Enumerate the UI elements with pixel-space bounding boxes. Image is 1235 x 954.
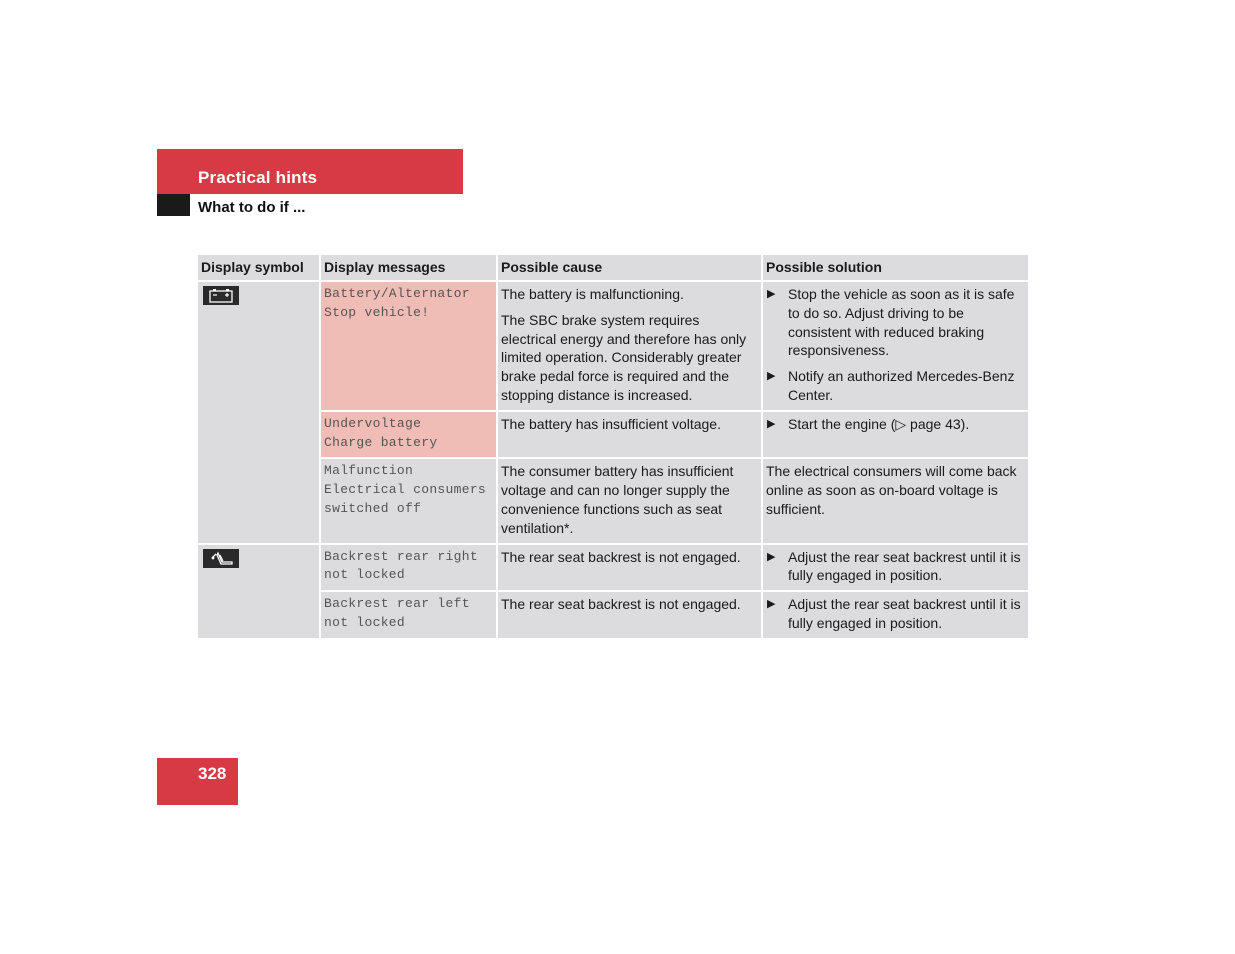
- display-messages-table: [198, 255, 1028, 640]
- solution-step: ▶ Adjust the rear seat backrest until it is fully engaged in position.: [767, 548, 1021, 584]
- solution-step: ▶ Start the engine (▷ page 43).: [767, 415, 970, 432]
- cause-cell: [498, 459, 763, 544]
- cause-text: The rear seat backrest is not engaged.: [501, 596, 741, 613]
- subsection-title: What to do if ...: [198, 199, 306, 216]
- message-line: Undervoltage: [324, 415, 422, 431]
- cause-cell: [498, 545, 763, 593]
- message-line: Electrical consumers: [324, 482, 487, 498]
- col-header-messages: Display messages: [321, 255, 498, 282]
- section-title: Practical hints: [198, 168, 318, 187]
- bullet-arrow-icon: ▶: [767, 288, 776, 300]
- solution-cell: [763, 592, 1028, 640]
- message-line: Backrest rear right: [324, 548, 478, 564]
- solution-text: The electrical consumers will come back online as soon as on-board voltage is sufficient.: [766, 463, 1017, 517]
- message-cell: [321, 545, 498, 593]
- message-line: Backrest rear left: [324, 596, 470, 612]
- cause-text: The SBC brake system requires electrical energy and therefore has only limited operation. Considerably greater brake pedal force is required and the stopping distance is increased.: [501, 311, 747, 403]
- cause-cell: [498, 282, 763, 412]
- solution-step: ▶ Stop the vehicle as soon as it is safe to do so. Adjust driving to be consistent with reduced braking responsiveness.: [767, 286, 1015, 359]
- message-line: Battery/Alternator: [324, 286, 470, 301]
- table-row: [198, 412, 1028, 460]
- message-cell: [321, 592, 498, 640]
- cause-text: The consumer battery has insufficient voltage and can no longer supply the convenience functions such as seat ventilation*.: [501, 463, 734, 536]
- cause-text: The battery has insufficient voltage.: [501, 415, 721, 432]
- table-row: [198, 545, 1028, 593]
- battery-icon: [203, 286, 239, 305]
- table-row: [198, 459, 1028, 544]
- seat-backrest-icon: [203, 549, 239, 568]
- message-line: switched off: [324, 500, 422, 516]
- bullet-arrow-icon: ▶: [767, 598, 776, 611]
- symbol-cell-backrest: [198, 545, 321, 640]
- bullet-arrow-icon: ▶: [767, 370, 776, 383]
- cause-text: The battery is malfunctioning.: [501, 286, 684, 302]
- message-line: Stop vehicle!: [324, 304, 430, 320]
- message-cell: [321, 412, 498, 460]
- cause-cell: [498, 592, 763, 640]
- col-header-cause: Possible cause: [498, 255, 763, 282]
- solution-cell: [763, 282, 1028, 412]
- message-line: not locked: [324, 567, 406, 583]
- solution-cell: [763, 545, 1028, 593]
- table-row: [198, 282, 1028, 412]
- col-header-solution: Possible solution: [763, 255, 1028, 282]
- page-number: 328: [198, 764, 227, 783]
- col-header-symbol: Display symbol: [198, 255, 321, 282]
- message-line: Malfunction: [324, 463, 414, 479]
- message-cell: [321, 459, 498, 544]
- message-line: not locked: [324, 614, 406, 630]
- cause-cell: [498, 412, 763, 460]
- symbol-cell-battery: [198, 282, 321, 545]
- solution-cell: [763, 459, 1028, 544]
- solution-step: ▶ Adjust the rear seat backrest until it is fully engaged in position.: [767, 596, 1021, 631]
- section-marker: [157, 194, 190, 216]
- bullet-arrow-icon: ▶: [767, 417, 776, 430]
- cause-text: The rear seat backrest is not engaged.: [501, 548, 741, 565]
- table-row: [198, 592, 1028, 640]
- message-line: Charge battery: [324, 434, 438, 450]
- message-cell: [321, 282, 498, 412]
- solution-step: ▶ Notify an authorized Mercedes-Benz Center.: [767, 368, 1015, 403]
- bullet-arrow-icon: ▶: [767, 550, 776, 563]
- solution-cell: [763, 412, 1028, 460]
- table-header-row: [198, 255, 1028, 282]
